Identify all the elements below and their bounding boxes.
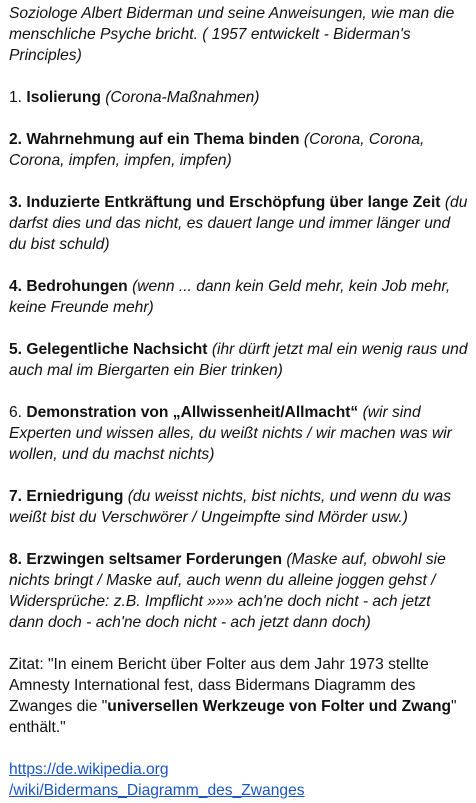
item-number: 5. [9,341,23,358]
list-item [9,192,468,255]
item-title: Demonstration von „Allwissenheit/Allmacht“ [26,404,359,421]
list-item [9,549,468,633]
item-title: Bedrohungen [26,278,128,295]
item-title: Wahrnehmung auf ein Thema binden [26,131,300,148]
wikipedia-link-block [9,759,468,801]
item-number: 3. [9,194,23,211]
list-item [9,276,468,318]
item-number: 4. [9,278,23,295]
item-title: Isolierung [26,89,101,106]
item-note: (wir sind Experten und wissen alles, du weißt nichts / wir machen was wir wollen, und du machst nichts) [9,404,452,463]
item-note: (Maske auf, obwohl sie nichts bringt / Maske auf, auch wenn du alleine joggen gehst / Widersprüche: z.B. Impflicht »»» ach'ne doch nicht - ach jetzt dann doch - ach'ne doch nicht - ach jetzt dann doch) [9,551,446,631]
quote-text-after: " enthält." [9,698,457,736]
item-number: 6. [9,404,23,421]
item-note: (Corona-Maßnahmen) [105,89,260,106]
intro-text: Soziologe Albert Biderman und seine Anweisungen, wie man die menschliche Psyche bricht. ( 1957 entwickelt - Biderman's Principles) [9,5,455,64]
item-title: Erniedrigung [26,488,124,505]
quote-bold-text: universellen Werkzeuge von Folter und Zwang [107,698,451,715]
list-item [9,87,468,108]
item-note: (du darfst dies und das nicht, es dauert lange und immer länger und du bist schuld) [9,194,468,253]
list-item [9,339,468,381]
list-item [9,486,468,528]
intro-paragraph [9,3,468,66]
quote-paragraph [9,654,468,738]
list-item [9,129,468,171]
item-note: (Corona, Corona, Corona, impfen, impfen, impfen) [9,131,425,169]
quote-text-before: Zitat: "In einem Bericht über Folter aus dem Jahr 1973 stellte Amnesty International fest, dass Bidermans Diagramm des Zwanges die " [9,656,429,715]
item-number: 1. [9,89,23,106]
item-note: (wenn ... dann kein Geld mehr, kein Job mehr, keine Freunde mehr) [9,278,451,316]
wikipedia-link-line2[interactable]: /wiki/Bidermans_Diagramm_des_Zwanges [9,782,305,799]
item-note: (du weisst nichts, bist nichts, und wenn du was weißt bist du Verschwörer / Ungeimpfte sind Mörder usw.) [9,488,452,526]
item-number: 8. [9,551,23,568]
item-number: 2. [9,131,23,148]
item-title: Induzierte Entkräftung und Erschöpfung über lange Zeit [26,194,441,211]
item-number: 7. [9,488,23,505]
item-title: Erzwingen seltsamer Forderungen [26,551,282,568]
item-note: (ihr dürft jetzt mal ein wenig raus und auch mal im Biergarten ein Bier trinken) [9,341,468,379]
wikipedia-link-line1[interactable]: https://de.wikipedia.org [9,761,169,778]
list-item [9,402,468,465]
item-title: Gelegentliche Nachsicht [26,341,208,358]
